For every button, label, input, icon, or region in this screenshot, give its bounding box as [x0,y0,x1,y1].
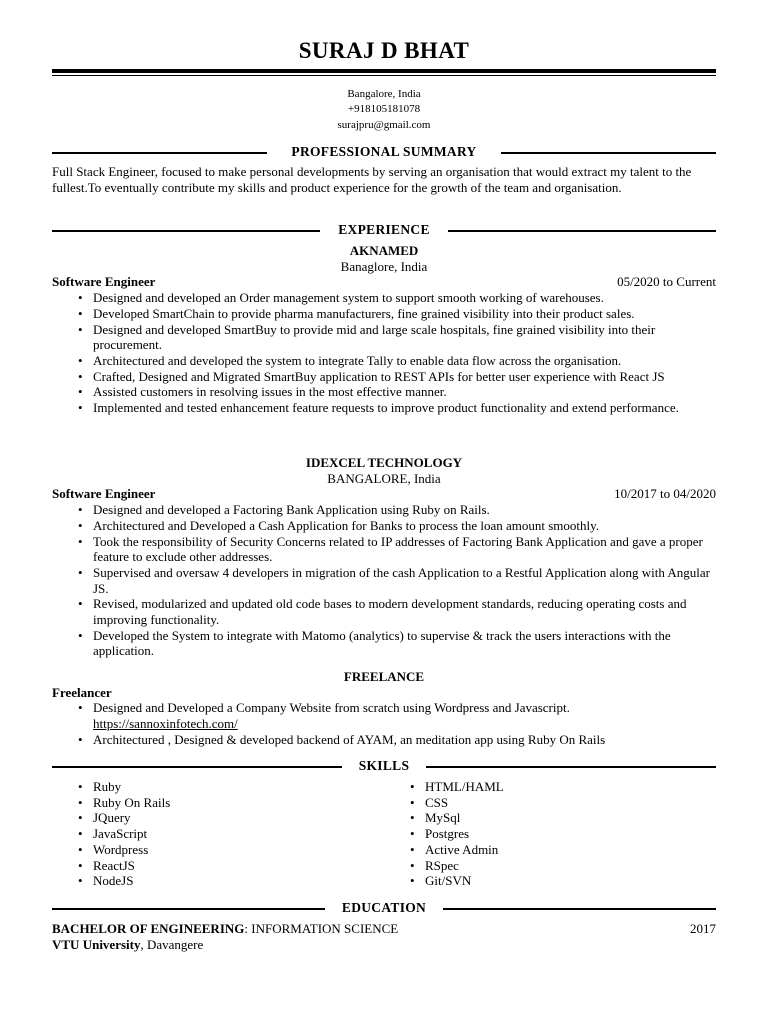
job-bullet: • Designed and developed SmartBuy to provide mid and large scale hospitals, fine grained visibility into their procurement. [93,322,716,353]
section-header-education [52,900,716,916]
freelance-bullets [52,700,716,747]
job-bullet: • Supervised and oversaw 4 developers in migration of the cash Application to a Restful Application along with Angular JS. [93,565,716,596]
header-rule-thin [52,75,716,76]
education-entry [52,921,716,952]
job-bullet: • Designed and developed an Order management system to support smooth working of warehouses. [93,290,716,306]
company-name: IDEXCEL TECHNOLOGY [305,455,463,470]
job-idexcel [52,455,716,659]
degree-name: BACHELOR OF ENGINEERING [52,921,245,936]
university-name: VTU University [52,936,141,952]
section-rule-right [501,152,716,154]
freelance-role: Freelancer [52,684,112,700]
section-header-summary [52,144,716,160]
skill-item: • Ruby [93,779,170,795]
skill-item: • Active Admin [425,842,504,858]
job-bullet: • Implemented and tested enhancement feature requests to improve product functionality and extend performance. [93,400,716,416]
section-title: EDUCATION [341,900,427,915]
job-role: Software Engineer [52,486,156,502]
skill-item: • NodeJS [93,873,170,889]
job-title-row [52,274,716,290]
job-bullet: • Developed the System to integrate with Matomo (analytics) to supervise & track the users interactions with the application. [93,628,716,659]
job-bullet: • Developed SmartChain to provide pharma manufacturers, fine grained visibility into their product sales. [93,306,716,322]
degree-field: : INFORMATION SCIENCE [244,921,399,936]
skills-column-right [384,779,504,889]
company-name: AKNAMED [349,243,419,258]
education-degree-line [52,921,398,937]
skill-item: • JQuery [93,810,170,826]
job-bullet: • Architectured and Developed a Cash Application for Banks to process the loan amount smoothly. [93,518,716,534]
skills-column-left [52,779,170,889]
job-bullet: • Revised, modularized and updated old code bases to modern development standards, reducing operating costs and improving functionality. [93,596,716,627]
job-freelance [52,669,716,748]
candidate-name: SURAJ D BHAT [298,38,470,63]
skill-item: • JavaScript [93,826,170,842]
skill-item: • RSpec [425,858,504,874]
company-location: BANGALORE, India [327,470,441,486]
freelance-bullet-text: Designed and Developed a Company Website from scratch using Wordpress and Javascript. [93,700,570,716]
job-bullet: • Assisted customers in resolving issues in the most effective manner. [93,384,716,400]
skill-item: • ReactJS [93,858,170,874]
section-title: SKILLS [358,758,410,773]
job-dates: 05/2020 to Current [617,274,716,290]
job-bullet: • Designed and developed a Factoring Bank Application using Ruby on Rails. [93,502,716,518]
job-bullet: • Architectured and developed the system to integrate Tally to enable data flow across the organisation. [93,353,716,369]
section-header-skills [52,758,716,774]
university-city: , Davangere [140,936,204,952]
education-university-line [52,937,716,953]
section-rule-right [443,908,716,910]
section-rule-right [426,766,716,768]
job-title-row [52,486,716,502]
education-degree-row [52,921,716,937]
freelance-bullet: • Architectured , Designed & developed backend of AYAM, an meditation app using Ruby On Rails [93,732,716,748]
job-bullets [52,502,716,659]
job-bullet: • Took the responsibility of Security Concerns related to IP addresses of Factoring Bank Application and gave a proper feature to exclude other addresses. [93,534,716,565]
contact-email: surajpru@gmail.com [337,119,431,131]
job-role: Software Engineer [52,274,156,290]
skill-item: • Ruby On Rails [93,795,170,811]
contact-phone: +918105181078 [347,103,421,115]
graduation-year: 2017 [690,921,716,936]
portfolio-link[interactable]: https://sannoxinfotech.com/ [93,716,238,732]
section-rule-right [448,230,716,232]
header-rule-thick [52,69,716,73]
section-title: PROFESSIONAL SUMMARY [291,144,477,159]
job-bullet: • Crafted, Designed and Migrated SmartBuy application to REST APIs for better user experience with React JS [93,369,716,385]
section-header-experience [52,222,716,238]
skill-item: • Wordpress [93,842,170,858]
skill-item: • HTML/HAML [425,779,504,795]
freelance-bullet [93,700,716,731]
job-dates: 10/2017 to 04/2020 [614,486,716,502]
contact-location: Bangalore, India [347,88,421,100]
summary-text: Full Stack Engineer, focused to make personal developments by serving an organisation that would extract my talent to the fullest.To eventually contribute my skills and product experience for the growth of the team and organisation. [52,164,692,195]
skill-item: • Postgres [425,826,504,842]
skill-item: • Git/SVN [425,873,504,889]
section-title: EXPERIENCE [338,222,430,237]
job-aknamed [52,243,716,416]
company-location: Banaglore, India [340,258,428,274]
skill-item: • MySql [425,810,504,826]
freelance-heading: FREELANCE [343,669,425,684]
job-bullets [52,290,716,416]
skill-item: • CSS [425,795,504,811]
